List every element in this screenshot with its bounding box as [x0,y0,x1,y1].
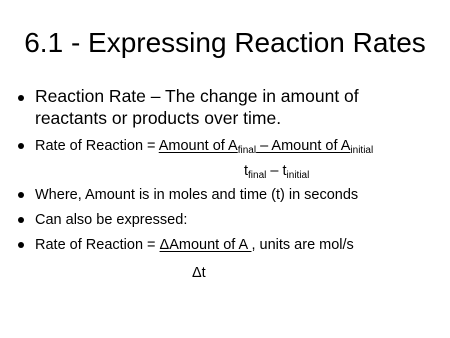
delta-rate-formula [35,236,354,254]
reaction-rate-definition-line-1: Reaction Rate – The change in amount of [35,86,359,106]
rate-formula-lhs: Rate of Reaction = [35,237,160,253]
bullet-dot [18,95,24,101]
units-text: , units are mol/s [251,237,354,253]
t-text: t [244,163,249,179]
subscript-initial: initial [350,145,374,156]
rate-formula-numerator-text [159,138,373,154]
delta-t-denominator: Δt [192,265,206,281]
subscript-initial: initial [286,170,310,181]
minus-t-text: – t [266,163,287,179]
amount-a-text: Amount of A [158,138,238,154]
bullet-dot [18,143,24,149]
minus-amount-a-text: – Amount of A [256,138,351,154]
slide-title: 6.1 - Expressing Reaction Rates [24,27,426,58]
subscript-final: final [237,145,257,156]
reaction-rate-definition-line-2: reactants or products over time. [35,108,282,128]
delta-amount-numerator: ΔAmount of A [159,237,252,253]
bullet-dot [18,217,24,223]
rate-formula-lhs: Rate of Reaction = [35,138,159,154]
subscript-final: final [248,170,267,181]
rate-formula-denominator [244,162,309,180]
alt-expression-intro: Can also be expressed: [35,212,188,228]
rate-formula-numerator [35,137,373,155]
bullet-dot [18,242,24,248]
units-explanation: Where, Amount is in moles and time (t) in seconds [35,187,359,203]
bullet-dot [18,192,24,198]
